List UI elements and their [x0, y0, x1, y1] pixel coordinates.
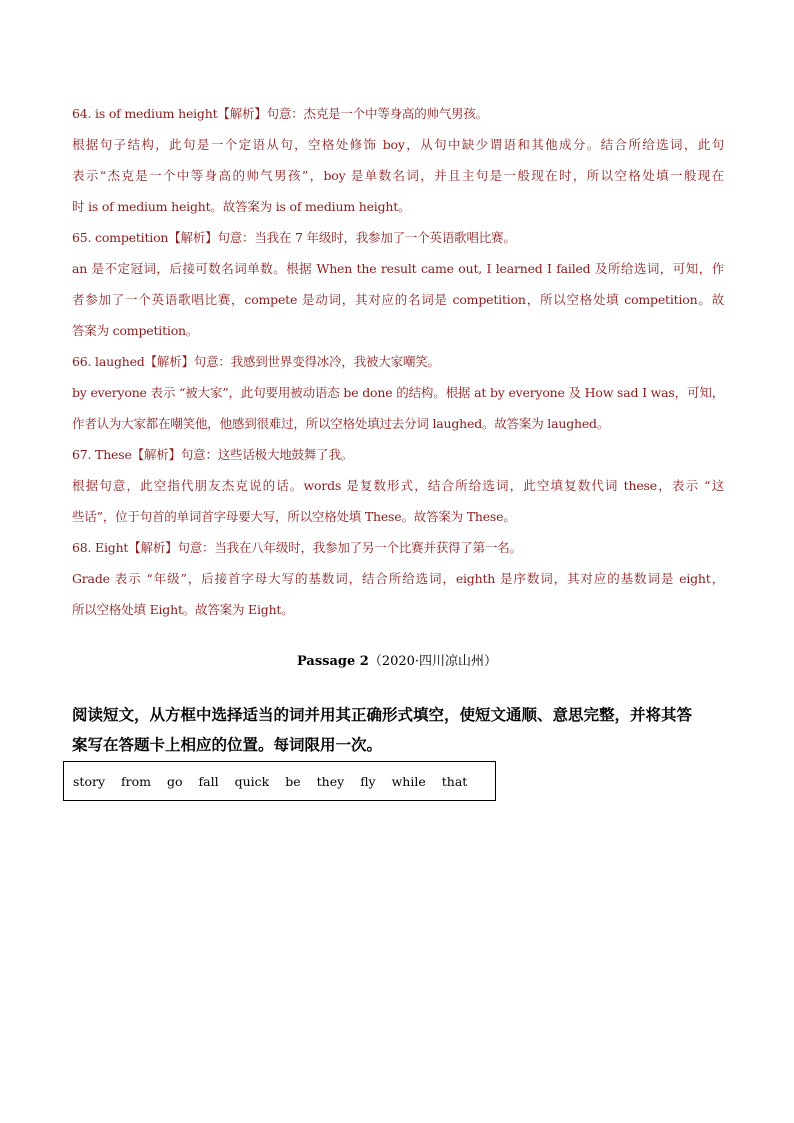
answer-66-heading: 66. laughed【解析】句意：我感到世界变得冰冷，我被大家嘲笑。 [72, 354, 440, 369]
word-bank-item: fly [360, 773, 376, 789]
answer-67-line: 根据句意，此空指代朋友杰克说的话。words 是复数形式，结合所给选词，此空填复数代词 these，表示 “这 [72, 478, 724, 493]
word-bank-item: while [391, 773, 426, 789]
answer-65-heading: 65. competition【解析】句意：当我在 7 年级时，我参加了一个英语歌唱比赛。 [72, 230, 516, 245]
passage-title-source: （2020·四川凉山州） [368, 654, 498, 669]
answer-65-line: 者参加了一个英语歌唱比赛，compete 是动词，其对应的名词是 competition，所以空格处填 competition。故 [72, 292, 724, 307]
word-bank-item: they [316, 773, 345, 789]
answer-64-line: 根据句子结构，此句是一个定语从句，空格处修饰 boy，从句中缺少谓语和其他成分。结合所给选词，此句 [72, 137, 724, 152]
word-bank-item: story [73, 773, 106, 789]
answer-64-heading: 64. is of medium height【解析】句意：杰克是一个中等身高的帅气男孩。 [72, 106, 489, 121]
passage-title [0, 650, 794, 669]
answer-68-line: Grade 表示 “年级”，后接首字母大写的基数词，结合所给选词，eighth 是序数词，其对应的基数词是 eight， [72, 571, 724, 586]
answer-64-line: 时 is of medium height。故答案为 is of medium height。 [72, 199, 411, 214]
answer-66-line: 作者认为大家都在嘲笑他，他感到很难过，所以空格处填过去分词 laughed。故答案为 laughed。 [72, 416, 610, 431]
word-bank-item: go [167, 773, 183, 789]
answer-67-line: 些话”，位于句首的单词首字母要大写，所以空格处填 These。故答案为 These。 [72, 509, 516, 524]
answer-65-line: 答案为 competition。 [72, 323, 199, 338]
answer-64-line: 表示“杰克是一个中等身高的帅气男孩”，boy 是单数名词，并且主句是一般现在时，所以空格处填一般现在 [72, 168, 724, 183]
answer-68-line: 所以空格处填 Eight。故答案为 Eight。 [72, 602, 294, 617]
passage-title-name: Passage 2 [296, 654, 369, 669]
instruction-line: 案写在答题卡上相应的位置。每词限用一次。 [72, 736, 383, 754]
answer-68-heading: 68. Eight【解析】句意：当我在八年级时，我参加了另一个比赛并获得了第一名。 [72, 540, 522, 555]
word-bank-item: quick [234, 773, 270, 789]
answer-65-line: an 是不定冠词，后接可数名词单数。根据 When the result came out, I learned I failed 及所给选词，可知，作 [72, 261, 724, 276]
answer-66-line: by everyone 表示 “被大家”，此句要用被动语态 be done 的结构。根据 at by everyone 及 How sad I was，可知， [72, 385, 724, 400]
word-bank-box [63, 761, 496, 801]
task-instructions [72, 700, 724, 760]
instruction-line: 阅读短文，从方框中选择适当的词并用其正确形式填空，使短文通顺、意思完整，并将其答 [72, 706, 693, 724]
word-bank-item: fall [198, 773, 219, 789]
answer-explanations [72, 98, 724, 625]
word-bank-item: from [121, 773, 151, 789]
word-bank-item: be [285, 773, 301, 789]
answer-67-heading: 67. These【解析】句意：这些话极大地鼓舞了我。 [72, 447, 354, 462]
word-bank-item: that [441, 773, 468, 789]
